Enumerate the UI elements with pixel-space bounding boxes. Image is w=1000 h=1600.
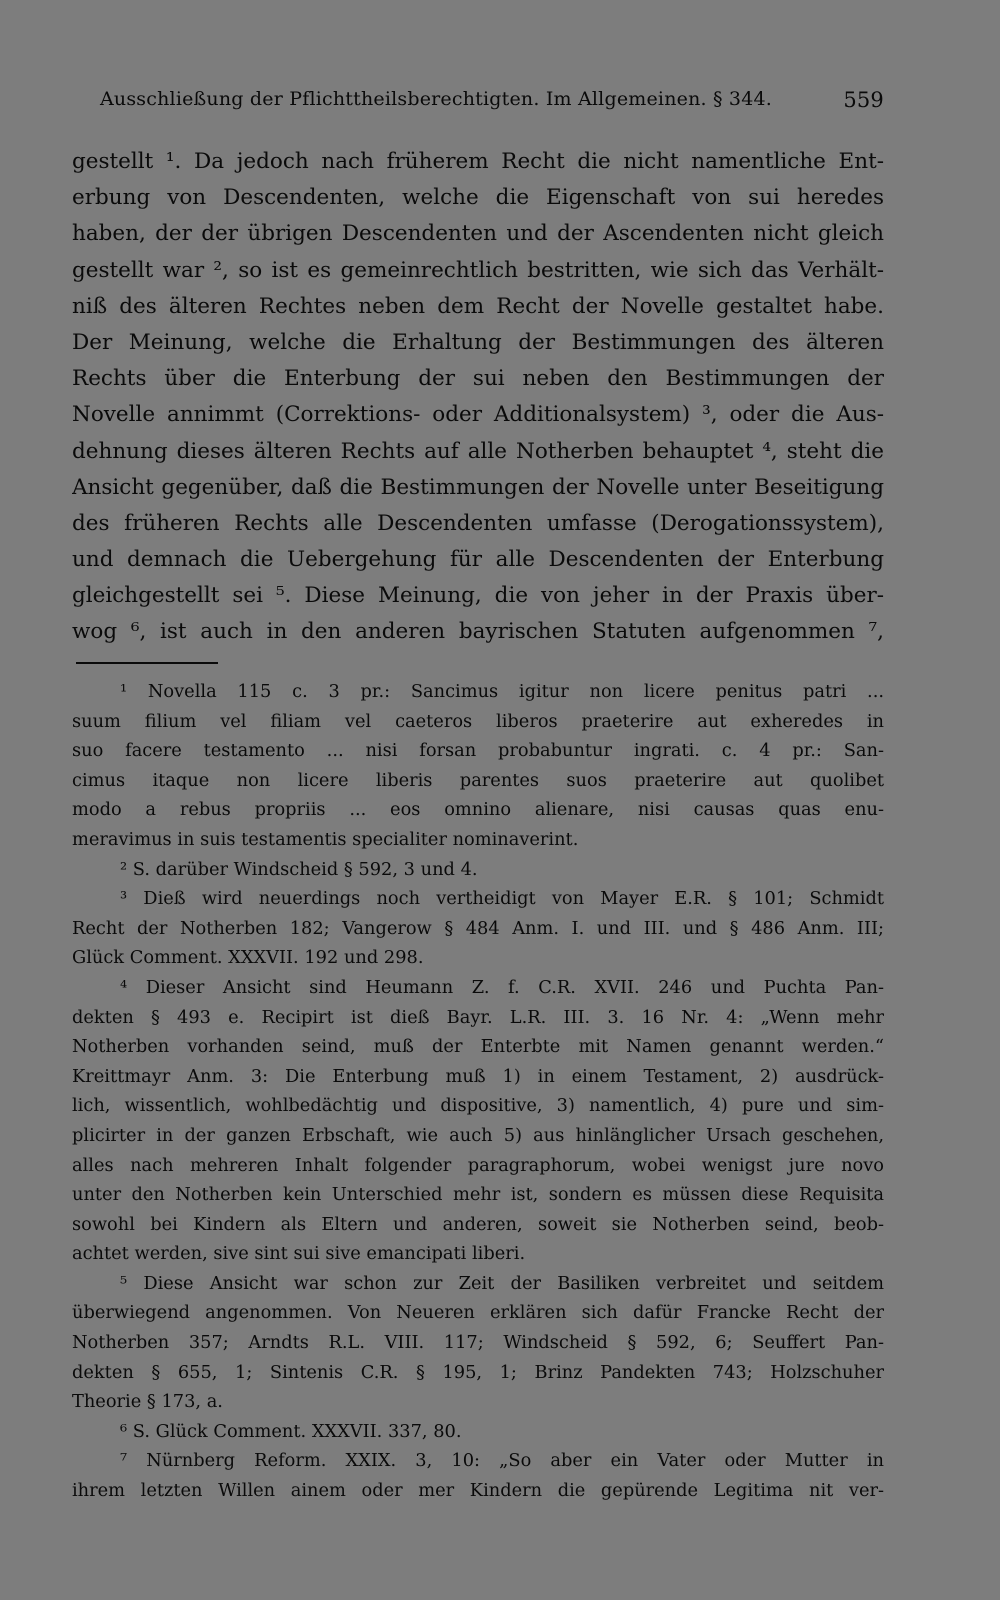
footnote-line: ihrem letzten Willen ainem oder mer Kindern die gepürende Legitima nit ver- — [72, 1480, 884, 1502]
footnote-line: ³ Dieß wird neuerdings noch vertheidigt von Mayer E.R. § 101; Schmidt — [120, 888, 884, 910]
footnote-line: achtet werden, sive sint sui sive emancipati liberi. — [72, 1243, 526, 1265]
footnote-line: alles nach mehreren Inhalt folgender paragraphorum, wobei wenigst jure novo — [72, 1154, 884, 1176]
footnote-line: Kreittmayr Anm. 3: Die Enterbung muß 1) in einem Testament, 2) ausdrück- — [72, 1065, 884, 1087]
running-title: Ausschließung der Pflichttheilsberechtigten. Im Allgemeinen. § 344. — [100, 88, 773, 110]
body-line: wog ⁶, ist auch in den anderen bayrischen Statuten aufgenommen ⁷, — [72, 619, 884, 645]
body-line: Rechts über die Enterbung der sui neben den Bestimmungen der — [72, 366, 884, 392]
footnote-line: Notherben 357; Arndts R.L. VIII. 117; Windscheid § 592, 6; Seuffert Pan- — [72, 1332, 884, 1354]
footnote-line: Recht der Notherben 182; Vangerow § 484 Anm. I. und III. und § 486 Anm. III; — [72, 917, 884, 939]
footnote-line: Notherben vorhanden seind, muß der Enterbte mit Namen genannt werden.“ — [72, 1036, 884, 1058]
body-line: haben, der der übrigen Descendenten und der Ascendenten nicht gleich — [72, 221, 884, 247]
body-line: erbung von Descendenten, welche die Eigenschaft von sui heredes — [72, 185, 884, 211]
main-text — [72, 144, 884, 651]
body-line: gestellt war ², so ist es gemeinrechtlich bestritten, wie sich das Verhält- — [72, 257, 884, 283]
body-line: dehnung dieses älteren Rechts auf alle Notherben behauptet ⁴, steht die — [72, 438, 884, 464]
footnote-line: modo a rebus propriis ... eos omnino alienare, nisi causas quas enu- — [72, 799, 884, 821]
footnote-line: meravimus in suis testamentis specialiter nominaverint. — [72, 828, 579, 850]
body-line: Der Meinung, welche die Erhaltung der Bestimmungen des älteren — [72, 329, 884, 355]
footnote-line: Glück Comment. XXXVII. 192 und 298. — [72, 947, 424, 969]
footnote-line: unter den Notherben kein Unterschied mehr ist, sondern es müssen diese Requisita — [72, 1184, 884, 1206]
body-line: gleichgestellt sei ⁵. Diese Meinung, die von jeher in der Praxis über- — [72, 583, 884, 609]
footnote-line: ⁴ Dieser Ansicht sind Heumann Z. f. C.R. XVII. 246 und Puchta Pan- — [120, 976, 884, 998]
footnote-line: lich, wissentlich, wohlbedächtig und dispositive, 3) namentlich, 4) pure und sim- — [72, 1095, 884, 1117]
body-line: des früheren Rechts alle Descendenten umfasse (Derogationssystem), — [72, 510, 884, 536]
footnote-separator — [76, 662, 218, 664]
footnote-line: cimus itaque non licere liberis parentes suos praeterire aut quolibet — [72, 769, 884, 791]
body-line: und demnach die Uebergehung für alle Descendenten der Enterbung — [72, 547, 884, 573]
footnote-line: ¹ Novella 115 c. 3 pr.: Sancimus igitur non licere penitus patri ... — [120, 681, 884, 702]
footnote-line: dekten § 493 e. Recipirt ist dieß Bayr. L.R. III. 3. 16 Nr. 4: „Wenn mehr — [72, 1006, 884, 1028]
body-line: Ansicht gegenüber, daß die Bestimmungen der Novelle unter Beseitigung — [72, 474, 884, 500]
footnotes — [72, 677, 884, 1506]
footnote-line: dekten § 655, 1; Sintenis C.R. § 195, 1; Brinz Pandekten 743; Holzschuher — [72, 1361, 884, 1383]
body-line: gestellt ¹. Da jedoch nach früherem Recht die nicht namentliche Ent- — [72, 149, 884, 174]
footnote-line: suum filium vel filiam vel caeteros liberos praeterire aut exheredes in — [72, 710, 884, 732]
footnote-line: suo facere testamento ... nisi forsan probabuntur ingrati. c. 4 pr.: San- — [72, 740, 884, 762]
footnote-line: ⁶ S. Glück Comment. XXXVII. 337, 80. — [120, 1420, 462, 1442]
footnote-line: sowohl bei Kindern als Eltern und anderen, soweit sie Notherben seind, beob- — [72, 1213, 884, 1235]
footnote-line: ⁵ Diese Ansicht war schon zur Zeit der Basiliken verbreitet und seitdem — [120, 1272, 884, 1294]
body-line: niß des älteren Rechtes neben dem Recht der Novelle gestaltet habe. — [72, 293, 884, 319]
footnote-line: überwiegend angenommen. Von Neueren erklären sich dafür Francke Recht der — [72, 1302, 884, 1324]
footnote-line: plicirter in der ganzen Erbschaft, wie auch 5) aus hinlänglicher Ursach geschehen, — [72, 1124, 884, 1146]
body-line: Novelle annimmt (Correktions- oder Additionalsystem) ³, oder die Aus- — [72, 402, 884, 428]
footnote-line: Theorie § 173, a. — [72, 1391, 223, 1413]
page-number: 559 — [843, 88, 884, 112]
footnote-line: ⁷ Nürnberg Reform. XXIX. 3, 10: „So aber ein Vater oder Mutter in — [120, 1450, 884, 1472]
footnote-line: ² S. darüber Windscheid § 592, 3 und 4. — [120, 858, 478, 880]
